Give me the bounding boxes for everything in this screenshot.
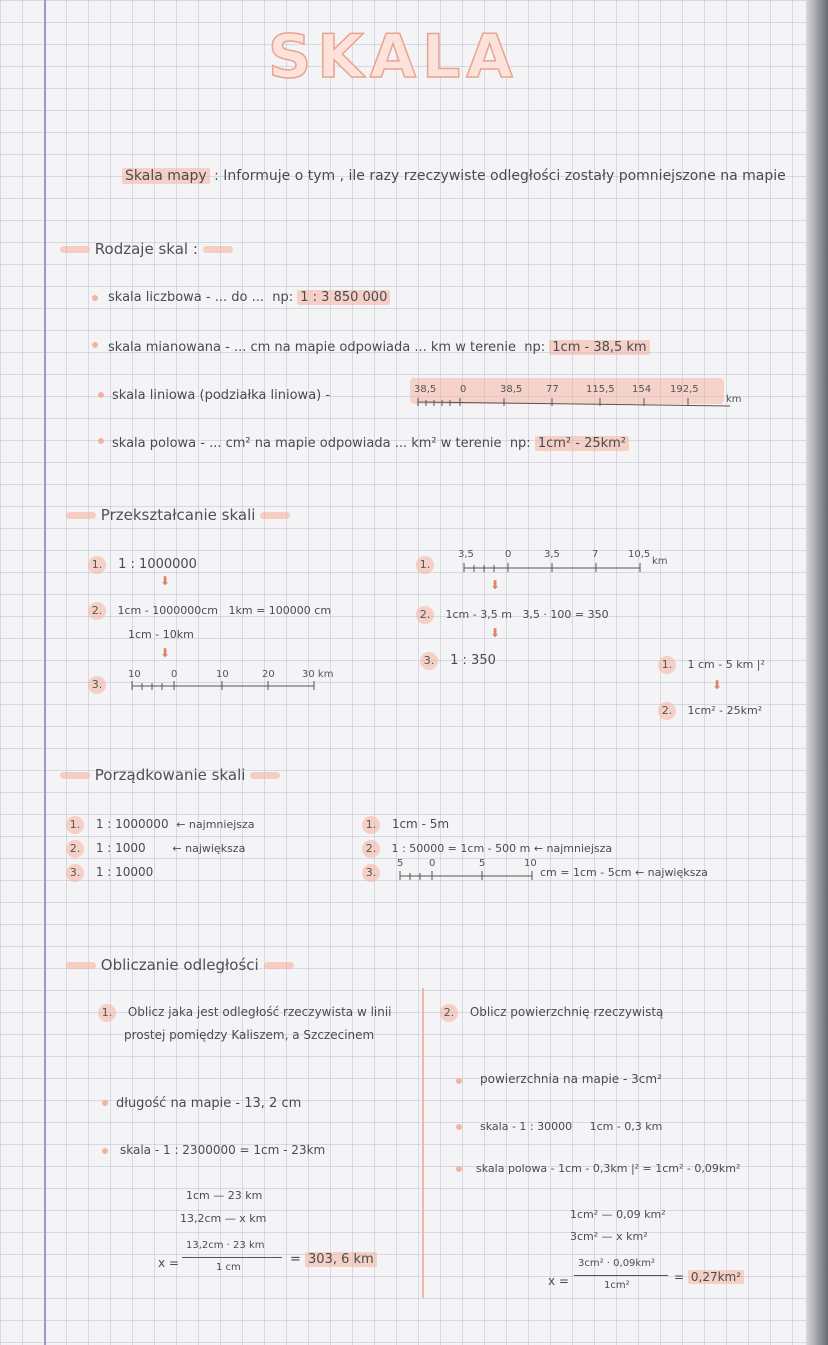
linear-scale-ruler bbox=[404, 376, 750, 416]
step-text: 1cm - 3,5 m bbox=[445, 608, 512, 621]
scale-value: 1cm - 5m bbox=[391, 817, 450, 831]
scale-label: 38,5 bbox=[500, 384, 523, 395]
ruler-label: 5 bbox=[479, 858, 486, 869]
types-heading bbox=[60, 240, 233, 258]
task1-prompt-line2: prostej pomiędzy Kaliszem, a Szczecinem bbox=[124, 1028, 375, 1042]
type-desc: - ... cm na mapie odpowiada ... km w terenie bbox=[225, 340, 516, 355]
conv-left-ruler bbox=[124, 666, 344, 696]
ruler-label: 10 bbox=[216, 669, 229, 680]
type-name: skala liczbowa bbox=[108, 290, 202, 305]
type-name: skala mianowana bbox=[108, 340, 221, 355]
np-label: np: bbox=[524, 340, 546, 355]
step-number: 3. bbox=[88, 676, 106, 694]
conv-left-step2 bbox=[88, 602, 331, 620]
ruler-label: 7 bbox=[592, 549, 599, 560]
conv-mid-ruler bbox=[456, 546, 696, 576]
bullet-icon bbox=[92, 295, 98, 301]
scale-value: 1 : 10000 bbox=[95, 865, 154, 879]
notebook-margin-line bbox=[44, 0, 46, 1345]
scale-label: 115,5 bbox=[586, 384, 615, 395]
scale-label: 38,5 bbox=[414, 384, 437, 395]
ordering-heading bbox=[60, 766, 280, 784]
task1-length: długość na mapie - 13, 2 cm bbox=[116, 1096, 302, 1111]
conv-left-step2c: 1cm - 10km bbox=[128, 628, 194, 641]
ordering-right-3-number bbox=[362, 864, 388, 882]
scale-label: 77 bbox=[546, 384, 559, 395]
down-arrow-icon: ⬇ bbox=[712, 678, 723, 692]
column-divider bbox=[422, 988, 424, 1298]
ordering-right-3: cm = 1cm - 5cm ← największa bbox=[540, 866, 708, 879]
fraction-bar bbox=[182, 1257, 282, 1258]
scale-unit: km bbox=[726, 394, 742, 405]
bullet-icon bbox=[456, 1166, 462, 1172]
distance-heading-text: Obliczanie odległości bbox=[100, 956, 259, 974]
ruler-label: 0 bbox=[171, 669, 178, 680]
bullet-icon bbox=[102, 1148, 108, 1154]
bullet-icon bbox=[102, 1100, 108, 1106]
scale-label: 154 bbox=[632, 384, 652, 395]
conv-mid-step2 bbox=[416, 606, 609, 624]
heading-swoosh bbox=[203, 246, 233, 253]
page-edge-shadow bbox=[806, 0, 828, 1345]
ordering-heading-text: Porządkowanie skali bbox=[94, 766, 246, 784]
distance-heading bbox=[66, 956, 294, 974]
task2-denominator: 1cm² bbox=[604, 1280, 630, 1291]
definition-text: : Informuje o tym , ile razy rzeczywiste odległości zostały pomniejszone na mapie bbox=[214, 168, 786, 184]
conv-left-step3-number bbox=[88, 676, 114, 694]
down-arrow-icon: ⬇ bbox=[490, 626, 501, 640]
step-number: 2. bbox=[88, 602, 106, 620]
definition bbox=[122, 168, 786, 184]
task-text: Oblicz jaka jest odległość rzeczywista w linii bbox=[127, 1005, 392, 1019]
ruler-label: 10,5 bbox=[628, 549, 651, 560]
task1-denominator: 1 cm bbox=[216, 1262, 241, 1273]
scale-note: ← najmniejsza bbox=[176, 818, 255, 831]
task2-result: = 0,27km² bbox=[674, 1270, 744, 1284]
ruler-label: 30 km bbox=[302, 669, 334, 680]
step-number: 3. bbox=[66, 864, 84, 882]
heading-swoosh bbox=[66, 962, 96, 969]
step-number: 3. bbox=[362, 864, 380, 882]
heading-swoosh bbox=[250, 772, 280, 779]
step-number: 1. bbox=[362, 816, 380, 834]
types-heading-text: Rodzaje skal : bbox=[94, 240, 198, 258]
conv-right-step1 bbox=[658, 656, 765, 674]
conv-mid-step3 bbox=[420, 652, 496, 670]
task2-scale: skala - 1 : 30000 1cm - 0,3 km bbox=[480, 1120, 663, 1133]
task2-proportion-2: 3cm² — x km² bbox=[570, 1230, 648, 1243]
heading-swoosh bbox=[60, 772, 90, 779]
step-number: 1. bbox=[416, 556, 434, 574]
ruler-label: 20 bbox=[262, 669, 275, 680]
scale-label: 0 bbox=[460, 384, 467, 395]
scale-value: 1 : 1000 bbox=[95, 841, 146, 855]
step-number: 3. bbox=[420, 652, 438, 670]
type-item-4 bbox=[112, 436, 629, 451]
type-name: skala liniowa (podziałka liniowa) - bbox=[112, 388, 331, 403]
task1-scale: skala - 1 : 2300000 = 1cm - 23km bbox=[120, 1143, 326, 1157]
task2-result-value: 0,27km² bbox=[688, 1270, 744, 1284]
task1-numerator: 13,2cm · 23 km bbox=[186, 1240, 265, 1251]
task2-area: powierzchnia na mapie - 3cm² bbox=[480, 1072, 662, 1086]
step-number: 2. bbox=[658, 702, 676, 720]
type-example: 1 : 3 850 000 bbox=[297, 290, 390, 305]
conversion-heading-text: Przekształcanie skali bbox=[100, 506, 256, 524]
heading-swoosh bbox=[60, 246, 90, 253]
ordering-left-2 bbox=[66, 840, 245, 858]
type-example: 1cm - 38,5 km bbox=[549, 340, 649, 355]
fraction-bar bbox=[574, 1275, 668, 1276]
type-item-2 bbox=[108, 340, 650, 355]
ruler-unit: km bbox=[652, 556, 668, 567]
task1-result: = 303, 6 km bbox=[290, 1252, 377, 1267]
task1-proportion-1: 1cm — 23 km bbox=[186, 1189, 263, 1202]
step-text: 1cm² - 25km² bbox=[687, 704, 763, 717]
step-number: 1. bbox=[88, 556, 106, 574]
conv-mid-step1-number bbox=[416, 556, 442, 574]
ruler-label: 5 bbox=[397, 858, 404, 869]
scale-value: 1 : 50000 = 1cm - 500 m ← najmniejsza bbox=[391, 842, 613, 855]
type-example: 1cm² - 25km² bbox=[535, 436, 629, 451]
np-label: np: bbox=[272, 290, 294, 305]
down-arrow-icon: ⬇ bbox=[490, 578, 501, 592]
bullet-icon bbox=[456, 1078, 462, 1084]
step-text: 1 : 1000000 bbox=[118, 557, 197, 572]
type-item-1 bbox=[108, 290, 390, 305]
task-number: 1. bbox=[98, 1004, 116, 1022]
step-text: 3,5 · 100 = 350 bbox=[522, 608, 609, 621]
ordering-right-1 bbox=[362, 816, 449, 834]
task1-prompt bbox=[98, 1004, 392, 1022]
type-desc: - ... do ... bbox=[205, 290, 264, 305]
type-name: skala polowa bbox=[112, 436, 197, 451]
step-number: 2. bbox=[416, 606, 434, 624]
ordering-left-1 bbox=[66, 816, 255, 834]
ruler-label: 3,5 bbox=[458, 549, 474, 560]
task2-numerator: 3cm² · 0,09km² bbox=[578, 1258, 655, 1269]
scale-value: 1 : 1000000 bbox=[95, 817, 169, 831]
task-number: 2. bbox=[440, 1004, 458, 1022]
down-arrow-icon: ⬇ bbox=[160, 646, 171, 660]
np-label: np: bbox=[509, 436, 531, 451]
task1-result-value: 303, 6 km bbox=[305, 1252, 377, 1267]
ruler-label: 10 bbox=[524, 858, 537, 869]
step-text: 1cm - 1000000cm bbox=[117, 604, 218, 617]
step-text: 1 cm - 5 km |² bbox=[687, 658, 765, 671]
bullet-icon bbox=[98, 392, 104, 398]
task2-proportion-1: 1cm² — 0,09 km² bbox=[570, 1208, 666, 1221]
conversion-heading bbox=[66, 506, 290, 524]
type-desc: - ... cm² na mapie odpowiada ... km² w terenie bbox=[200, 436, 502, 451]
ruler-label: 3,5 bbox=[544, 549, 560, 560]
ordering-ruler bbox=[392, 852, 542, 882]
task1-proportion-2: 13,2cm — x km bbox=[180, 1212, 267, 1225]
step-number: 1. bbox=[658, 656, 676, 674]
task-text: Oblicz powierzchnię rzeczywistą bbox=[469, 1005, 664, 1019]
ruler-label: 10 bbox=[128, 669, 141, 680]
step-number: 1. bbox=[66, 816, 84, 834]
task1-x-label: x = bbox=[158, 1256, 179, 1270]
bullet-icon bbox=[98, 438, 104, 444]
step-number: 2. bbox=[362, 840, 380, 858]
scale-note: ← największa bbox=[172, 842, 246, 855]
conv-left-step1 bbox=[88, 556, 197, 574]
ordering-left-3 bbox=[66, 864, 153, 882]
conv-right-step2 bbox=[658, 702, 762, 720]
page-title: SKALA bbox=[268, 22, 519, 92]
task2-prompt bbox=[440, 1004, 663, 1022]
down-arrow-icon: ⬇ bbox=[160, 574, 171, 588]
ruler-label: 0 bbox=[429, 858, 436, 869]
heading-swoosh bbox=[66, 512, 96, 519]
task2-field-scale: skala polowa - 1cm - 0,3km |² = 1cm² - 0,09km² bbox=[476, 1162, 741, 1175]
heading-swoosh bbox=[260, 512, 290, 519]
type-item-3 bbox=[112, 388, 330, 403]
definition-term: Skala mapy bbox=[122, 168, 210, 184]
scale-label: 192,5 bbox=[670, 384, 699, 395]
bullet-icon bbox=[456, 1124, 462, 1130]
bullet-icon bbox=[92, 342, 98, 348]
step-text: 1km = 100000 cm bbox=[228, 604, 332, 617]
ruler-label: 0 bbox=[505, 549, 512, 560]
heading-swoosh bbox=[264, 962, 294, 969]
step-text: 1 : 350 bbox=[450, 653, 496, 668]
task2-x-label: x = bbox=[548, 1274, 569, 1288]
step-number: 2. bbox=[66, 840, 84, 858]
